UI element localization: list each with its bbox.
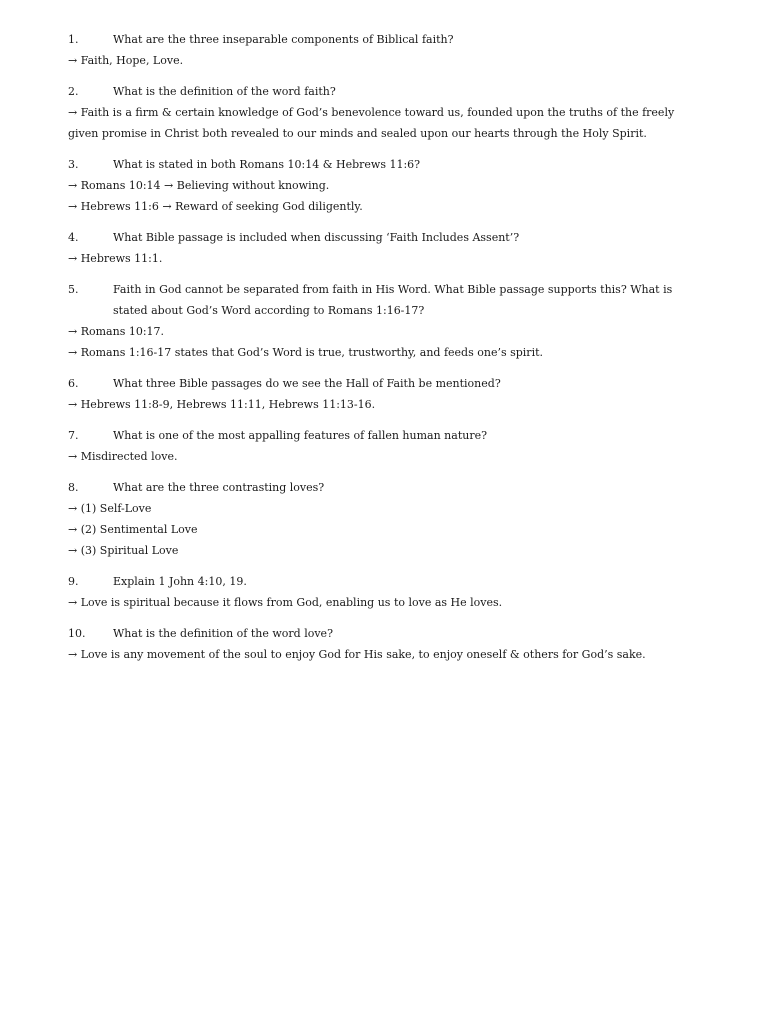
answer-line: → (3) Spiritual Love (68, 544, 179, 557)
question-row (68, 623, 708, 644)
answer-line: → Hebrews 11:8-9, Hebrews 11:11, Hebrews 11:13-16. (68, 398, 376, 411)
answer-line: → Love is any movement of the soul to enjoy God for His sake, to enjoy oneself & others for God’s sake. (68, 648, 646, 661)
qa-item (68, 373, 708, 415)
qa-item (68, 154, 708, 217)
question-row (68, 227, 708, 248)
question-row (68, 425, 708, 446)
question-row (68, 29, 708, 50)
question-text: What are the three inseparable components of Biblical faith? (113, 33, 454, 46)
qa-item (68, 477, 708, 561)
question-number: 8. (68, 481, 79, 494)
answer-line: → Faith is a firm & certain knowledge of God’s benevolence toward us, founded upon the truths of the freely given promise in Christ both revealed to our minds and sealed upon our hearts through the Holy Spirit. (68, 106, 675, 140)
question-text: What Bible passage is included when discussing ‘Faith Includes Assent’? (113, 231, 520, 244)
question-number: 2. (68, 85, 79, 98)
question-number: 4. (68, 231, 79, 244)
question-text: What three Bible passages do we see the Hall of Faith be mentioned? (113, 377, 501, 390)
question-number: 1. (68, 33, 79, 46)
answer-line: → (1) Self-Love (68, 502, 152, 515)
qa-item (68, 81, 708, 144)
qa-item (68, 29, 708, 71)
answer-line: → Misdirected love. (68, 450, 178, 463)
question-number: 6. (68, 377, 79, 390)
answer-line: → Love is spiritual because it flows from God, enabling us to love as He loves. (68, 596, 503, 609)
question-row (68, 373, 708, 394)
qa-item (68, 425, 708, 467)
question-row (68, 279, 708, 321)
answer-line: → (2) Sentimental Love (68, 523, 198, 536)
qa-item (68, 623, 708, 665)
question-number: 9. (68, 575, 79, 588)
question-text: Explain 1 John 4:10, 19. (113, 575, 247, 588)
question-text: What is one of the most appalling features of fallen human nature? (113, 429, 487, 442)
question-text: What are the three contrasting loves? (113, 481, 325, 494)
answer-line: → Hebrews 11:6 → Reward of seeking God diligently. (68, 200, 363, 213)
answer-line: → Romans 1:16-17 states that God’s Word is true, trustworthy, and feeds one’s spirit. (68, 346, 543, 359)
answer-line: → Romans 10:17. (68, 325, 165, 338)
question-text: What is the definition of the word love? (113, 627, 333, 640)
question-number: 7. (68, 429, 79, 442)
question-row (68, 154, 708, 175)
question-number: 3. (68, 158, 79, 171)
question-number: 5. (68, 283, 79, 296)
qa-item (68, 279, 708, 363)
question-number: 10. (68, 627, 86, 640)
answer-line: → Faith, Hope, Love. (68, 54, 184, 67)
question-text: What is the definition of the word faith? (113, 85, 336, 98)
answer-line: → Romans 10:14 → Believing without knowing. (68, 179, 330, 192)
question-row (68, 571, 708, 592)
question-text: What is stated in both Romans 10:14 & Hebrews 11:6? (113, 158, 421, 171)
answer-line: → Hebrews 11:1. (68, 252, 163, 265)
qa-item (68, 227, 708, 269)
question-row (68, 81, 708, 102)
question-text: Faith in God cannot be separated from faith in His Word. What Bible passage supports this? What is stated about God’s Word according to Romans 1:16-17? (113, 283, 673, 317)
question-row (68, 477, 708, 498)
qa-item (68, 571, 708, 613)
